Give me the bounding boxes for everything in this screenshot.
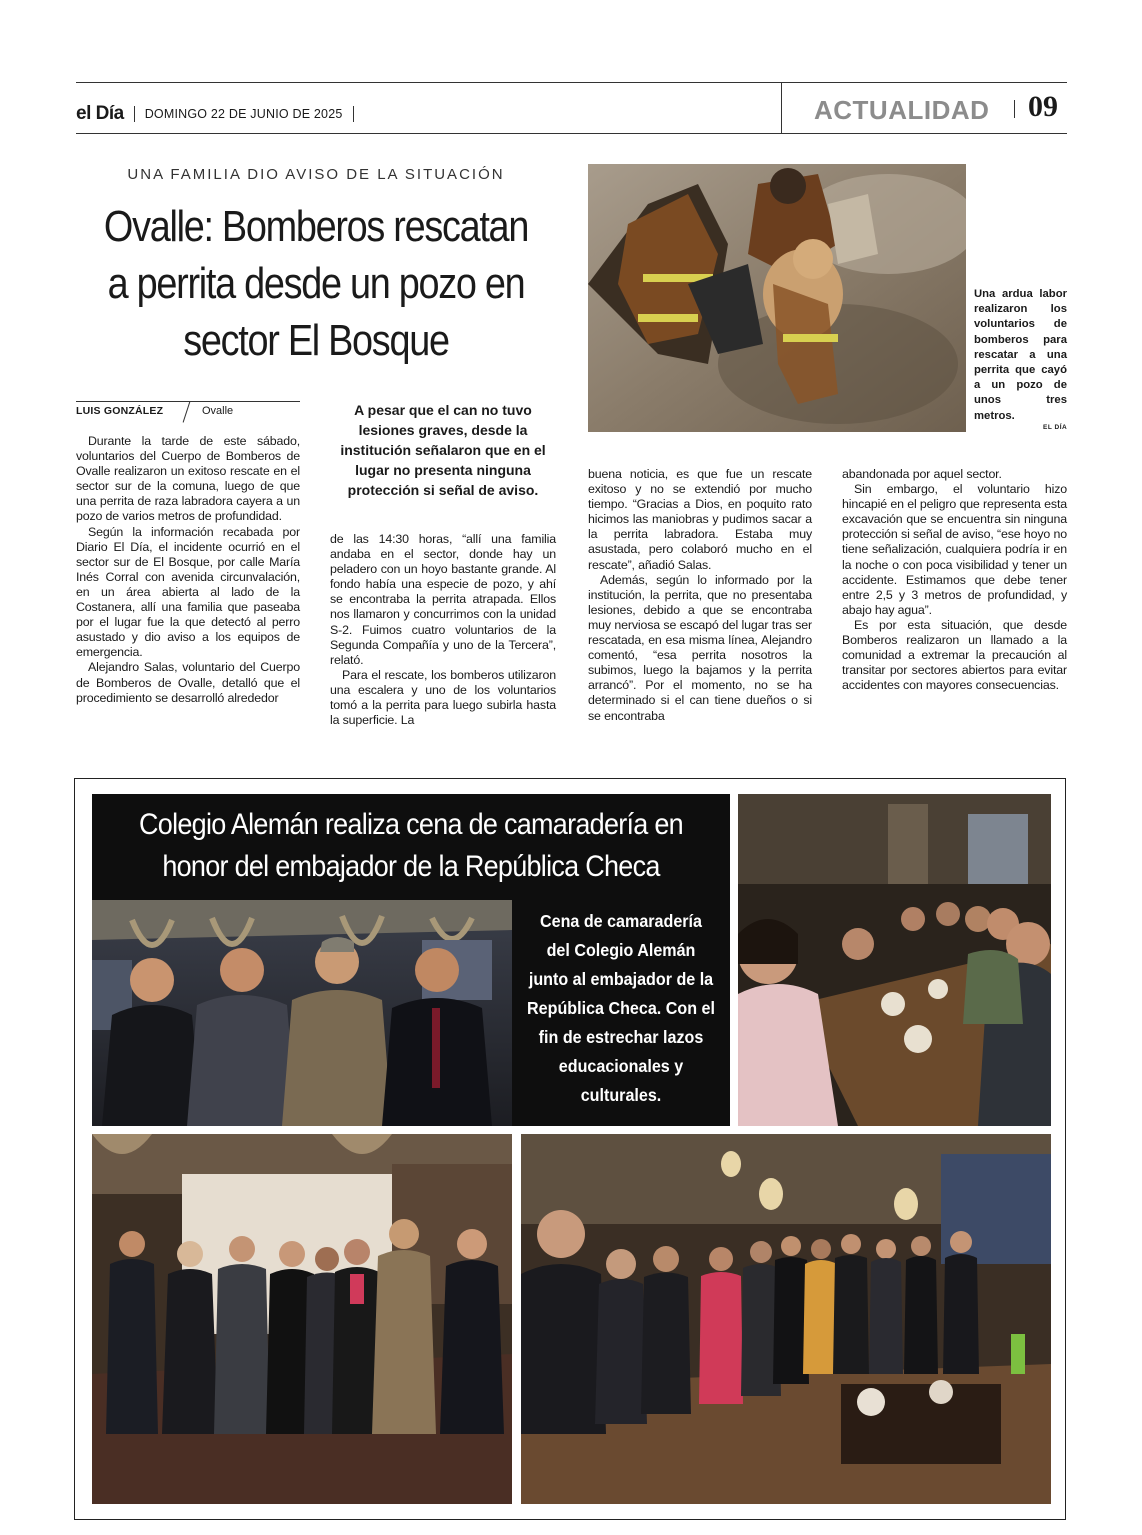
paragraph: Durante la tarde de este sábado, voluntarios del Cuerpo de Bomberos de Ovalle realizaron un exitoso rescate en el sector sur de la comuna, luego de que una perrita de raza labradora cayera a un pozo de varios metros de profundidad. xyxy=(76,434,300,524)
dateline-city: Ovalle xyxy=(202,405,234,417)
paragraph: Según la información recabada por Diario El Día, el incidente ocurrió en el sector sur de El Bosque, por calle María Inés Corral con avenida circunvalación, en un área abierta al lado de la Costanera, allí una familia que paseaba por el lugar fue la que detectó al perro asustado y dio aviso a los equipos de emergencia. xyxy=(76,524,300,660)
feature-title xyxy=(124,804,698,888)
reception-photo xyxy=(521,1134,1051,1504)
feature-title-line: Colegio Alemán realiza cena de camaradería en xyxy=(139,808,683,841)
group-photo-restaurant xyxy=(92,1134,512,1504)
article-kicker: UNA FAMILIA DIO AVISO DE LA SITUACIÓN xyxy=(127,166,505,183)
page-header xyxy=(76,82,1067,134)
paragraph: Además, según lo informado por la institución, la perrita, que no presentaba lesiones, debido a que se encontraba muy nerviosa se escapó del lugar tras ser rescatada, en esa misma línea, Alejandro comentó, “esa perrita nosotros la subimos, luego la bajamos y la perrita arrancó”. Por el momento, no se ha determinado si el can tiene dueños o si se encontraba xyxy=(588,572,812,723)
paragraph: Sin embargo, el voluntario hizo hincapié en el peligro que representa esta excavación que se encuentra sin ninguna protección si señal de aviso, “ese hoyo no tiene señalización, cualquiera podría ir en la noche o con poca visibilidad y tener un accidente. Estimamos que debe tener entre 2,5 y 3 metros de profundidad, y abajo hay agua”. xyxy=(842,482,1067,617)
headline-line: Ovalle: Bomberos rescatan xyxy=(103,202,529,251)
article-headline xyxy=(101,198,531,369)
article-column-4 xyxy=(842,467,1067,693)
paragraph: Alejandro Salas, voluntario del Cuerpo de Bomberos de Ovalle, detalló que el procedimiento se desarrolló alrededor xyxy=(76,660,300,705)
headline-line: a perrita desde un pozo en xyxy=(107,259,525,308)
feature-title-box xyxy=(92,794,730,900)
article-column-1 xyxy=(76,434,300,706)
paragraph: Es por esta situación, que desde Bomberos realizaron un llamado a la comunidad a extremar la precaución al transitar por sectores abiertos para evitar accidentes con mayores consecuencias. xyxy=(842,617,1067,693)
rescue-photo xyxy=(588,164,966,432)
author-name: LUIS GONZÁLEZ xyxy=(76,405,164,417)
group-photo-four-men xyxy=(92,900,512,1126)
headline-line: sector El Bosque xyxy=(183,316,449,365)
feature-caption-box xyxy=(512,900,730,1126)
byline-slash xyxy=(183,401,191,422)
article-column-3 xyxy=(588,467,812,724)
photo-caption: Una ardua labor realizaron los voluntarios de bomberos para rescatar a una perrita que cayó a un pozo de unos tres metros. xyxy=(974,288,1067,422)
header-vertical-rule xyxy=(781,83,782,134)
paragraph: Para el rescate, los bomberos utilizaron una escalera y uno de los voluntarios tomó a la perrita para luego subirla hasta la superficie. La xyxy=(330,667,556,728)
feature-caption-line: culturales. xyxy=(580,1085,662,1105)
header-divider xyxy=(353,106,354,122)
feature-title-line: honor del embajador de la República Checa xyxy=(162,850,660,883)
paragraph: abandonada por aquel sector. xyxy=(842,467,1002,481)
page-number: 09 xyxy=(1028,90,1058,123)
feature-caption-line: Cena de camaradería xyxy=(539,911,702,931)
page-number-divider xyxy=(1014,100,1015,118)
feature-caption-line: educacionales y xyxy=(558,1056,684,1076)
pull-quote: A pesar que el can no tuvo lesiones graves, desde la institución señalaron que en el lugar no presenta ninguna protección si señal de aviso. xyxy=(340,402,546,498)
paragraph: de las 14:30 horas, “allí una familia andaba en el sector, donde hay un peladero con un hoyo bastante grande. Al fondo había una especie de pozo, y ahí se encontraba la perrita atrapada. Ellos nos llamaron y concurrimos con la unidad S-2. Fuimos cuatro voluntarios de la Segunda Compañía y uno de la Tercera”, relató. xyxy=(330,532,556,667)
article-column-2 xyxy=(330,532,556,728)
feature-caption-line: del Colegio Alemán xyxy=(546,940,696,960)
photo-credit: EL DÍA xyxy=(1043,424,1068,431)
feature-caption-line: República Checa. Con el xyxy=(527,998,715,1018)
header-left xyxy=(76,103,364,125)
dinner-table-photo xyxy=(738,794,1051,1126)
newspaper-logo: el Día xyxy=(76,103,124,124)
section-name: ACTUALIDAD xyxy=(814,95,990,125)
paragraph: buena noticia, es que fue un rescate exitoso y no se extendió por mucho tiempo. “Gracias a Dios, en poquito rato hicimos las maniobras y pudimos sacar a la perrita labradora. Estaba muy asustada, pero colaboró mucho en el rescate”, añadió Salas. xyxy=(588,467,812,572)
byline xyxy=(76,401,300,423)
feature-caption-line: fin de estrechar lazos xyxy=(538,1027,704,1047)
feature-caption xyxy=(526,907,716,1110)
issue-date: DOMINGO 22 DE JUNIO DE 2025 xyxy=(144,107,343,121)
feature-caption-line: junto al embajador de la xyxy=(528,969,714,989)
header-divider xyxy=(134,106,135,122)
